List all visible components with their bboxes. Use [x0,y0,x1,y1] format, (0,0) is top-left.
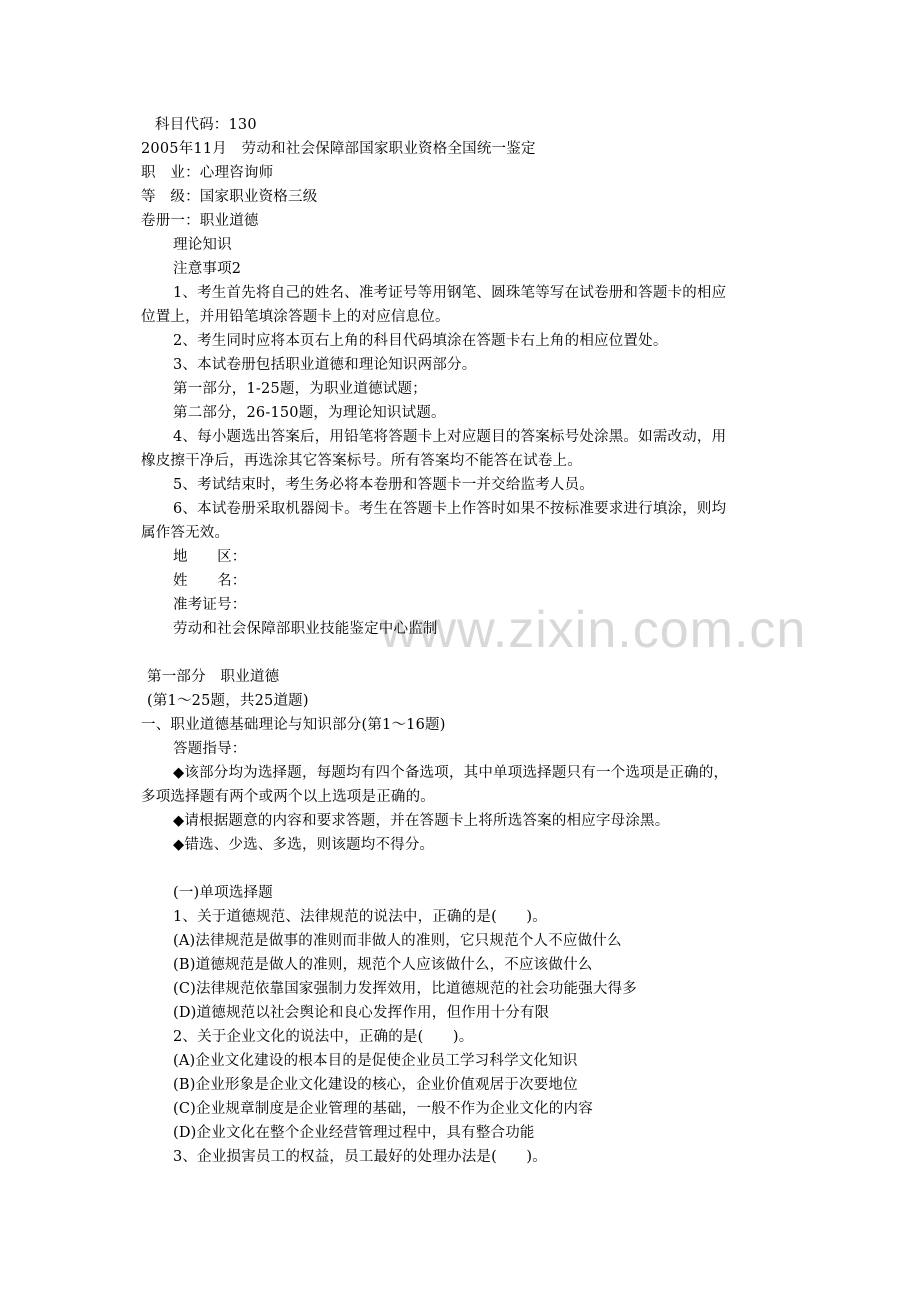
question-2-option-c: (C)企业规章制度是企业管理的基础，一般不作为企业文化的内容 [173,1101,593,1117]
supervisor-line: 劳动和社会保障部职业技能鉴定中心监制 [173,621,438,637]
note-2: 2、考生同时应将本页右上角的科目代码填涂在答题卡右上角的相应位置处。 [173,333,668,349]
notes-title: 注意事项2 [173,261,242,277]
question-1: 1、关于道德规范、法律规范的说法中，正确的是( )。 [173,909,547,925]
note-3: 3、本试卷册包括职业道德和理论知识两部分。 [173,357,477,373]
profession: 职 业：心理咨询师 [141,165,274,181]
question-2-option-d: (D)企业文化在整个企业经营管理过程中，具有整合功能 [173,1125,535,1141]
watermark: www.zixin.com.cn [380,601,807,659]
question-2-option-a: (A)企业文化建设的根本目的是促使企业员工学习科学文化知识 [173,1053,578,1069]
note-6-line-2: 属作答无效。 [141,525,230,541]
guide-1-line-1: ◆该部分均为选择题，每题均有四个备选项，其中单项选择题只有一个选项是正确的， [173,765,729,781]
theory-heading: 理论知识 [173,237,232,253]
subject-code: 科目代码：130 [155,117,257,133]
note-4-line-2: 橡皮擦干净后，再选涂其它答案标号。所有答案均不能答在试卷上。 [141,453,582,469]
question-1-option-a: (A)法律规范是做事的准则而非做人的准则，它只规范个人不应做什么 [173,933,622,949]
exam-title: 2005年11月 劳动和社会保障部国家职业资格全国统一鉴定 [141,141,536,157]
volume: 卷册一：职业道德 [141,213,259,229]
section-title: 第一部分 职业道德 [147,669,280,685]
note-1-line-1: 1、考生首先将自己的姓名、准考证号等用钢笔、圆珠笔等写在试卷册和答题卡的相应 [173,285,727,301]
guide-heading: 答题指导： [173,741,247,757]
note-part-1: 第一部分，1-25题，为职业道德试题； [173,381,427,397]
field-ticket-number: 准考证号： [173,597,247,613]
note-5: 5、考试结束时，考生务必将本卷册和答题卡一并交给监考人员。 [173,477,595,493]
field-name: 姓 名： [173,573,247,589]
question-1-option-b: (B)道德规范是做人的准则，规范个人应该做什么，不应该做什么 [173,957,593,973]
question-1-option-d: (D)道德规范以社会舆论和良心发挥作用，但作用十分有限 [173,1005,550,1021]
section-range: (第1～25题，共25道题) [147,693,309,709]
note-4-line-1: 4、每小题选出答案后，用铅笔将答题卡上对应题目的答案标号处涂黑。如需改动，用 [173,429,727,445]
note-part-2: 第二部分，26-150题，为理论知识试题。 [173,405,446,421]
question-3: 3、企业损害员工的权益，员工最好的处理办法是( )。 [173,1149,547,1165]
note-1-line-2: 位置上，并用铅笔填涂答题卡上的对应信息位。 [141,309,450,325]
question-2: 2、关于企业文化的说法中，正确的是( )。 [173,1029,474,1045]
field-region: 地 区： [173,549,247,565]
guide-3: ◆错选、少选、多选，则该题均不得分。 [173,837,435,853]
question-1-option-c: (C)法律规范依靠国家强制力发挥效用，比道德规范的社会功能强大得多 [173,981,638,997]
subsection-title: 一、职业道德基础理论与知识部分(第1～16题) [141,717,446,733]
question-2-option-b: (B)企业形象是企业文化建设的核心，企业价值观居于次要地位 [173,1077,578,1093]
note-6-line-1: 6、本试卷册采取机器阅卡。考生在答题卡上作答时如果不按标准要求进行填涂，则均 [173,501,727,517]
question-type-title: (一)单项选择题 [173,885,273,901]
level: 等 级：国家职业资格三级 [141,189,318,205]
guide-1-line-2: 多项选择题有两个或两个以上选项是正确的。 [141,789,435,805]
guide-2: ◆请根据题意的内容和要求答题，并在答题卡上将所选答案的相应字母涂黑。 [173,813,670,829]
